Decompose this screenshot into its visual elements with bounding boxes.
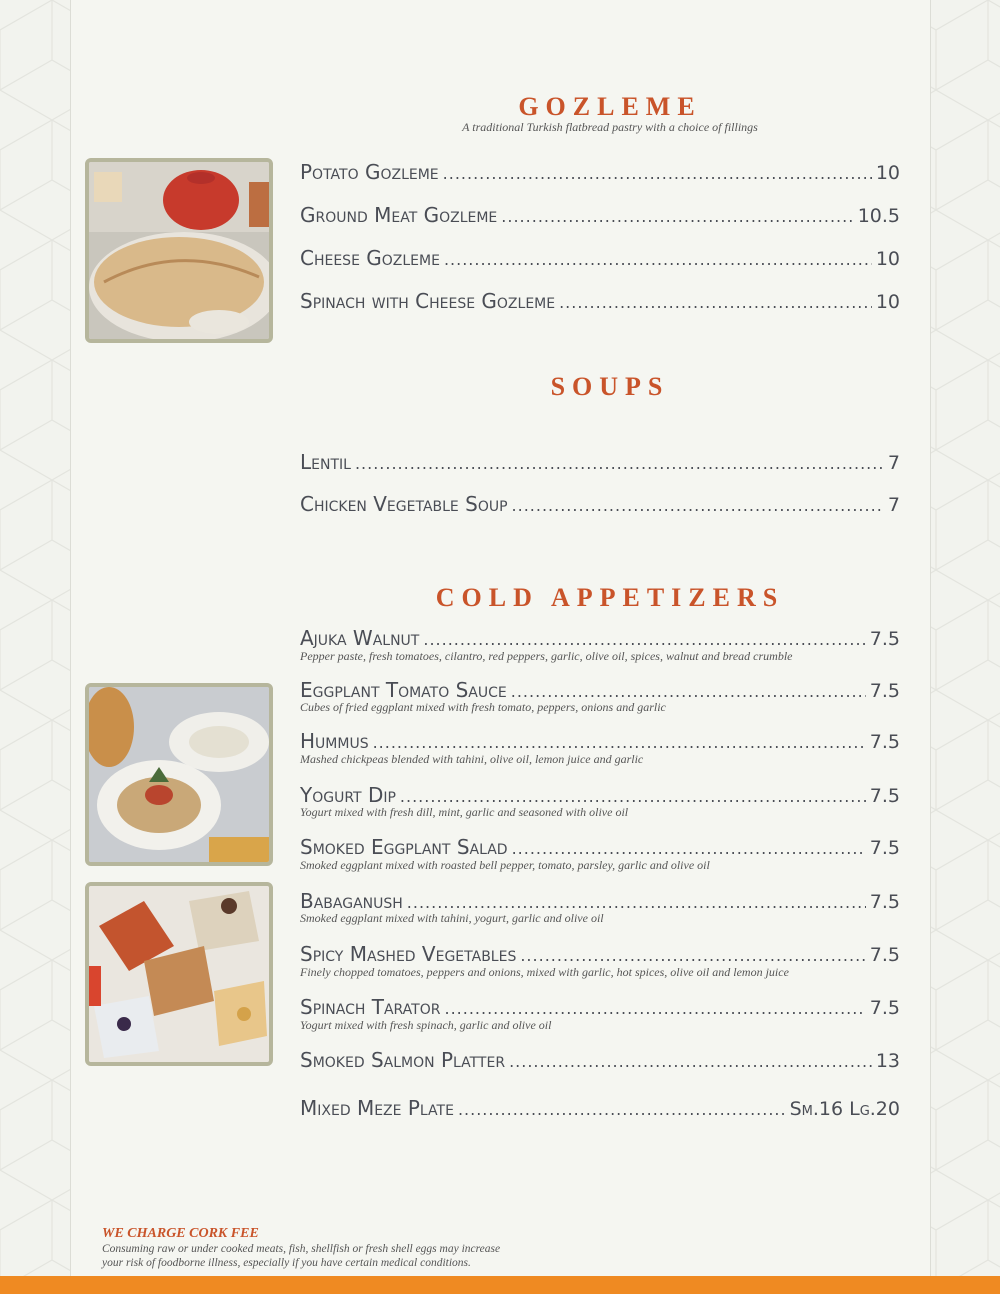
item-price: Sm.16 Lg.20 [789, 1098, 900, 1120]
hummus-photo [85, 683, 273, 866]
menu-item [300, 160, 900, 186]
dot-leader [444, 999, 865, 1018]
item-name: Smoked Eggplant Salad [300, 835, 508, 859]
item-price: 7 [887, 452, 900, 474]
item-price: 7.5 [869, 628, 900, 650]
item-price: 10.5 [857, 205, 900, 227]
item-name: Yogurt Dip [300, 783, 396, 807]
dot-leader [355, 454, 884, 473]
soups-title: SOUPS [550, 372, 670, 401]
item-name: Lentil [300, 450, 351, 474]
item-price: 7 [887, 494, 900, 516]
item-description: Pepper paste, fresh tomatoes, cilantro, red peppers, garlic, olive oil, spices, walnut and bread crumble [300, 649, 793, 663]
item-name: Spinach with Cheese Gozleme [300, 289, 556, 313]
dot-leader [512, 496, 884, 515]
item-price: 7.5 [869, 785, 900, 807]
menu-item [300, 492, 900, 518]
item-name: Chicken Vegetable Soup [300, 492, 508, 516]
item-name: Hummus [300, 729, 369, 753]
cork-fee-notice: WE CHARGE CORK FEE [102, 1226, 259, 1241]
gozleme-subtitle: A traditional Turkish flatbread pastry with a choice of fillings [462, 120, 758, 134]
item-name: Eggplant Tomato Sauce [300, 678, 507, 702]
item-price: 7.5 [869, 944, 900, 966]
item-name: Mixed Meze Plate [300, 1096, 454, 1120]
item-description: Cubes of fried eggplant mixed with fresh tomato, peppers, onions and garlic [300, 700, 666, 714]
item-name: Ajuka Walnut [300, 626, 420, 650]
dot-leader [407, 893, 866, 912]
item-description: Yogurt mixed with fresh spinach, garlic and olive oil [300, 1018, 552, 1032]
cold-appetizers-title: COLD APPETIZERS [435, 583, 785, 612]
bottom-accent-bar [0, 1276, 1000, 1294]
item-price: 7.5 [869, 997, 900, 1019]
item-name: Cheese Gozleme [300, 246, 440, 270]
meze-platter-photo [85, 882, 273, 1066]
dot-leader [444, 250, 872, 269]
item-price: 10 [875, 291, 900, 313]
gozleme-title: GOZLEME [518, 92, 702, 121]
item-price: 7.5 [869, 837, 900, 859]
item-price: 10 [875, 162, 900, 184]
item-description: Smoked eggplant mixed with tahini, yogurt, garlic and olive oil [300, 911, 604, 925]
dot-leader [512, 839, 866, 858]
item-description: Yogurt mixed with fresh dill, mint, garlic and seasoned with olive oil [300, 805, 629, 819]
menu-item [300, 450, 900, 476]
item-description: Smoked eggplant mixed with roasted bell pepper, tomato, parsley, garlic and olive oil [300, 858, 710, 872]
item-name: Ground Meat Gozleme [300, 203, 498, 227]
menu-item [300, 1096, 900, 1122]
item-name: Spicy Mashed Vegetables [300, 942, 517, 966]
dot-leader [443, 164, 872, 183]
dot-leader [509, 1052, 872, 1071]
item-price: 10 [875, 248, 900, 270]
item-price: 13 [875, 1050, 900, 1072]
dot-leader [458, 1100, 786, 1119]
dot-leader [520, 946, 865, 965]
item-name: Potato Gozleme [300, 160, 439, 184]
health-warning-line-1: Consuming raw or under cooked meats, fish, shellfish or fresh shell eggs may increase [102, 1243, 501, 1255]
gozleme-photo [85, 158, 273, 343]
dot-leader [400, 787, 866, 806]
item-price: 7.5 [869, 731, 900, 753]
menu-item [300, 289, 900, 315]
dot-leader [511, 682, 866, 701]
item-description: Mashed chickpeas blended with tahini, olive oil, lemon juice and garlic [300, 752, 644, 766]
menu-item [300, 1048, 900, 1074]
item-name: Spinach Tarator [300, 995, 441, 1019]
dot-leader [501, 207, 853, 226]
health-warning-line-2: your risk of foodborne illness, especially if you have certain medical conditions. [102, 1257, 471, 1269]
item-name: Smoked Salmon Platter [300, 1048, 506, 1072]
item-description: Finely chopped tomatoes, peppers and onions, mixed with garlic, hot spices, olive oil and lemon juice [300, 965, 789, 979]
dot-leader [559, 293, 872, 312]
item-name: Babaganush [300, 889, 403, 913]
menu-item [300, 246, 900, 272]
menu-item [300, 203, 900, 229]
dot-leader [373, 733, 866, 752]
item-price: 7.5 [869, 680, 900, 702]
dot-leader [423, 630, 865, 649]
item-price: 7.5 [869, 891, 900, 913]
